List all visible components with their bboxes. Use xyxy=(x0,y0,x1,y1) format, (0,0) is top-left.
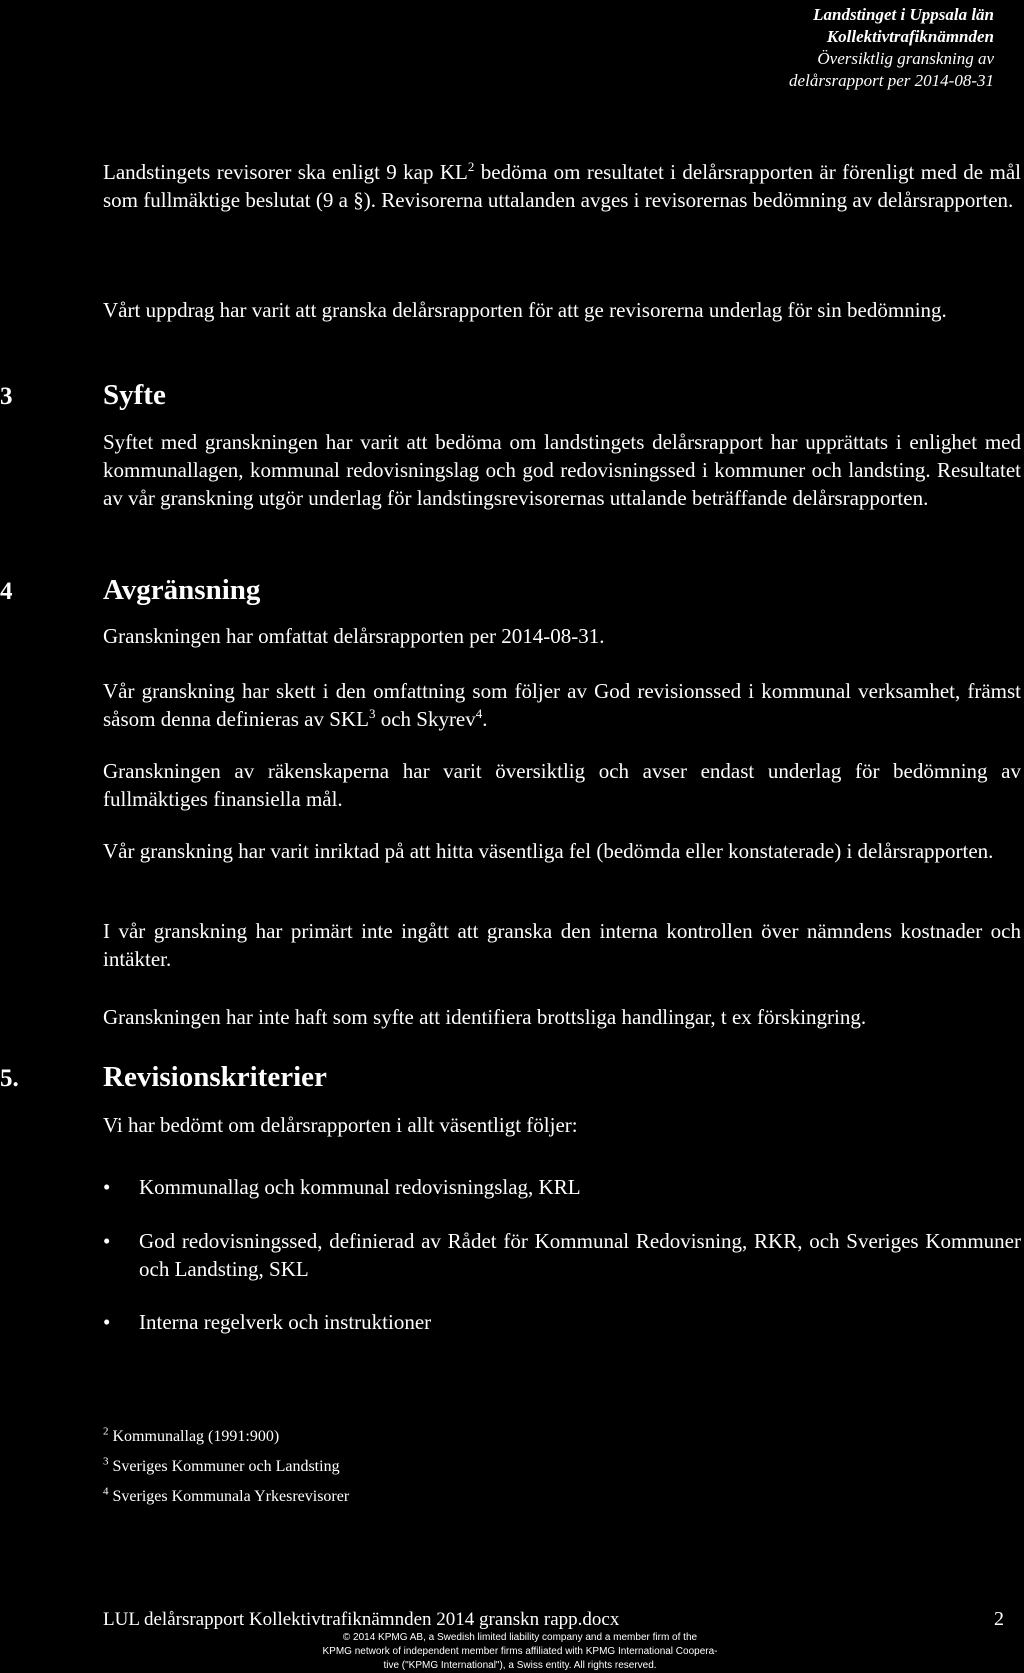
intro-paragraph-2: Vårt uppdrag har varit att granska delårsrapporten för att ge revisorerna underlag för sin bedömning. xyxy=(103,298,947,322)
footnote-2: $^2$ Kommunallag (1991:900) xyxy=(103,1425,280,1445)
list-item: • Kommunallag och kommunal redovisningslag, KRL xyxy=(103,1175,581,1199)
section-4-title: Avgränsning xyxy=(103,574,261,606)
section-4-paragraph-5: I vår granskning har primärt inte ingått att granska den interna kontrollen över nämndens kostnader och intäkter. xyxy=(103,919,1021,971)
footnote-3: $^3$ Sveriges Kommuner och Landsting xyxy=(103,1455,340,1475)
section-3-paragraph-1: Syftet med granskningen har varit att bedöma om landstingets delårsrapport har upprättats i enlighet med kommunallagen, kommunal redovisningslag och god redovisningssed i kommuner och landsting. Resultatet av vår granskning utgör underlag för landstingsrevisorernas uttalande beträffande delårsrapporten. xyxy=(103,430,1021,510)
intro-paragraph-1: Landstingets revisorer ska enligt 9 kap $KL^2$ bedöma om resultatet i delårsrapporten är förenligt med de mål som fullmäktige beslutat (9 a §). Revisorerna uttalanden avges i revisorernas bedömning av delårsrapporten. xyxy=(103,159,1021,212)
section-4-paragraph-6: Granskningen har inte haft som syfte att identifiera brottsliga handlingar, t ex förskingring. xyxy=(103,1005,867,1029)
header-committee: Kollektivtrafiknämnden xyxy=(826,27,994,46)
bullet-icon: • xyxy=(103,1310,111,1334)
document-header xyxy=(694,4,994,92)
section-4-paragraph-1: Granskningen har omfattat delårsrapporten per 2014-08-31. xyxy=(103,624,605,648)
list-item: • God redovisningssed, definierad av Rådet för Kommunal Redovisning, RKR, och Sveriges Kommuner och Landsting, SKL xyxy=(103,1229,1021,1281)
header-report-date: delårsrapport per 2014-08-31 xyxy=(789,71,994,90)
footer-legal-notice: © 2014 KPMG AB, a Swedish limited liability company and a member firm of the KPMG network of independent member firms affiliated with KPMG International Coopera- tive ("KPMG International"), a Swiss entity. All rights reserved. xyxy=(322,1632,718,1671)
section-5-title: Revisionskriterier xyxy=(103,1061,327,1093)
footnotes xyxy=(103,1422,349,1512)
footnote-ref-3: 3 xyxy=(368,706,376,721)
section-5-number: 5. xyxy=(0,1065,19,1092)
header-organization: Landstinget i Uppsala län xyxy=(813,5,994,24)
footnote-ref-2: 2 xyxy=(467,159,475,174)
bullet-icon: • xyxy=(103,1229,111,1253)
footnote-ref-4: 4 xyxy=(475,706,483,721)
section-5-paragraph-1: Vi har bedömt om delårsrapporten i allt väsentligt följer: xyxy=(103,1113,578,1137)
section-4-paragraph-4: Vår granskning har varit inriktad på att hitta väsentliga fel (bedömda eller konstaterade) i delårsrapporten. xyxy=(103,839,994,863)
section-3-number: 3 xyxy=(0,383,13,410)
footer-filename: LUL delårsrapport Kollektivtrafiknämnden 2014 granskn rapp.docx xyxy=(103,1609,620,1630)
header-report-type: Översiktlig granskning av xyxy=(817,49,994,68)
section-4-paragraph-2: Vår granskning har skett i den omfattning som följer av God revisionssed i kommunal verksamhet, främst såsom denna definieras av SKL$^3$ och Skyrev$^4$. xyxy=(103,679,1021,731)
section-4-paragraph-3: Granskningen av räkenskaperna har varit översiktlig och avser endast underlag för bedömning av fullmäktiges finansiella mål. xyxy=(103,759,1021,811)
bullet-icon: • xyxy=(103,1175,111,1199)
list-item: • Interna regelverk och instruktioner xyxy=(103,1310,432,1334)
section-3-title: Syfte xyxy=(103,379,166,411)
section-4-number: 4 xyxy=(0,578,13,605)
page-number: 2 xyxy=(994,1608,1004,1630)
footnote-4: $^4$ Sveriges Kommunala Yrkesrevisorer xyxy=(103,1485,350,1505)
